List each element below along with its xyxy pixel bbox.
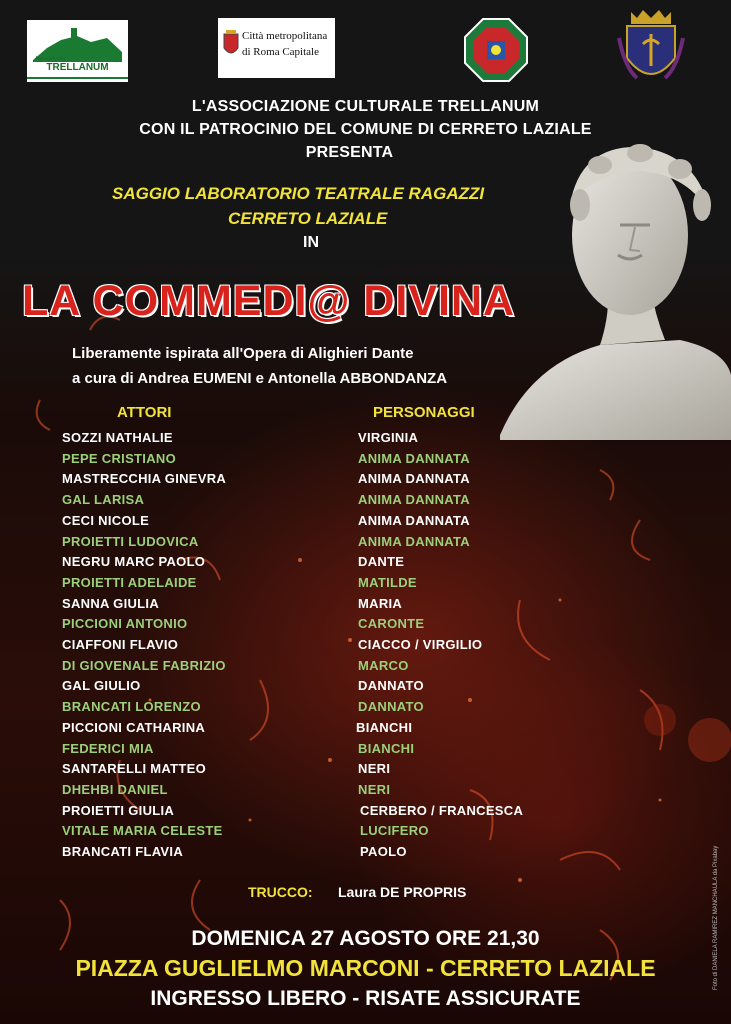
cast-actor: CIAFFONI FLAVIO	[62, 637, 179, 652]
coat-of-arms-icon	[222, 30, 240, 60]
cast-actor: GAL GIULIO	[62, 678, 141, 694]
cast-role: VIRGINIA	[358, 430, 419, 445]
cast-actor: PROIETTI LUDOVICA	[62, 533, 199, 549]
cast-actor: VITALE MARIA CELESTE	[62, 823, 223, 839]
event-town: CERRETO LAZIALE	[228, 209, 388, 228]
cast-actor: DI GIOVENALE FABRIZIO	[62, 657, 226, 673]
cast-actor: SANTARELLI MATTEO	[62, 761, 206, 777]
entry-info: INGRESSO LIBERO - RISATE ASSICURATE	[150, 987, 581, 1010]
cast-actor: PROIETTI GIULIA	[62, 802, 175, 818]
cast-role: MATILDE	[358, 574, 417, 590]
subtitle-directors: a cura di Andrea EUMENI e Antonella ABBONDANZA	[72, 370, 448, 387]
trellanum-logo-name: TRELLANUM	[46, 62, 109, 73]
citta-logo-line2: di Roma Capitale	[242, 46, 319, 58]
subtitle-inspired: Liberamente ispirata all'Opera di Alighieri Dante	[72, 345, 414, 362]
makeup-label: TRUCCO:	[248, 884, 313, 900]
cast-role: ANIMA DANNATA	[358, 533, 470, 549]
cerreto-laziale-coat-of-arms-icon	[617, 8, 685, 90]
cast-actor: PROIETTI ADELAIDE	[62, 574, 197, 590]
cast-role: LUCIFERO	[360, 823, 429, 839]
event-workshop: SAGGIO LABORATORIO TEATRALE RAGAZZI	[112, 184, 485, 203]
cast-role: MARCO	[358, 657, 409, 673]
cast-actor: MASTRECCHIA GINEVRA	[62, 471, 227, 487]
cast-role: DANTE	[358, 554, 405, 570]
trellanum-logo	[27, 20, 128, 82]
cast-role: DANNATO	[358, 699, 424, 715]
cast-role: NERI	[358, 761, 391, 777]
cast-role: NERI	[358, 781, 391, 797]
show-title: LA COMMEDI@ DIVINA	[22, 277, 516, 325]
cast-role: ANIMA DANNATA	[358, 471, 470, 487]
cast-actor: PICCIONI CATHARINA	[62, 719, 206, 735]
trellanum-logo-small-text: Ass. culturale	[35, 56, 66, 62]
cast-role: ANIMA DANNATA	[358, 450, 470, 466]
cast-role: DANNATO	[358, 678, 424, 694]
cast-role: PAOLO	[360, 844, 407, 859]
cast-actor: PICCIONI ANTONIO	[62, 616, 188, 632]
cast-role: CERBERO / FRANCESCA	[360, 802, 524, 818]
intro-presenta: PRESENTA	[305, 144, 394, 161]
citta-metropolitana-logo	[218, 18, 335, 78]
cast-actor: DHEHBI DANIEL	[62, 781, 168, 797]
cast-role: BIANCHI	[358, 740, 415, 756]
roles-header: PERSONAGGI	[373, 404, 475, 421]
cast-actor: PEPE CRISTIANO	[62, 450, 176, 466]
cast-role: CARONTE	[358, 616, 425, 632]
cast-actor: CECI NICOLE	[62, 512, 150, 528]
actors-header: ATTORI	[117, 404, 172, 421]
intro-association: L'ASSOCIAZIONE CULTURALE TRELLANUM	[191, 98, 540, 115]
citta-logo-line1: Città metropolitana	[242, 30, 328, 42]
cast-actor: SOZZI NATHALIE	[62, 430, 173, 445]
cast-role: MARIA	[358, 595, 403, 611]
event-date: DOMENICA 27 AGOSTO ORE 21,30	[191, 927, 540, 950]
cast-actor: BRANCATI FLAVIA	[62, 844, 184, 859]
event-in: IN	[303, 234, 319, 251]
cast-actor: BRANCATI LORENZO	[62, 699, 201, 715]
intro-patronage: CON IL PATROCINIO DEL COMUNE DI CERRETO LAZIALE	[139, 121, 592, 138]
cast-role: BIANCHI	[356, 719, 413, 735]
photo-credit: Foto di DANIELA RAMIREZ MANCHAULA da Pixabay	[713, 845, 719, 990]
cast-role: CIACCO / VIRGILIO	[358, 637, 483, 652]
regione-lazio-emblem-icon	[463, 17, 529, 83]
event-place: PIAZZA GUGLIELMO MARCONI - CERRETO LAZIALE	[75, 955, 656, 981]
cast-role: ANIMA DANNATA	[358, 512, 470, 528]
cast-actor: FEDERICI MIA	[62, 740, 154, 756]
cast-actor: SANNA GIULIA	[62, 595, 160, 611]
makeup-artist: Laura DE PROPRIS	[338, 884, 467, 900]
cast-role: ANIMA DANNATA	[358, 492, 470, 508]
cast-actor: GAL LARISA	[62, 492, 145, 508]
cast-actor: NEGRU MARC PAOLO	[62, 554, 206, 570]
dante-statue-image	[490, 135, 731, 440]
